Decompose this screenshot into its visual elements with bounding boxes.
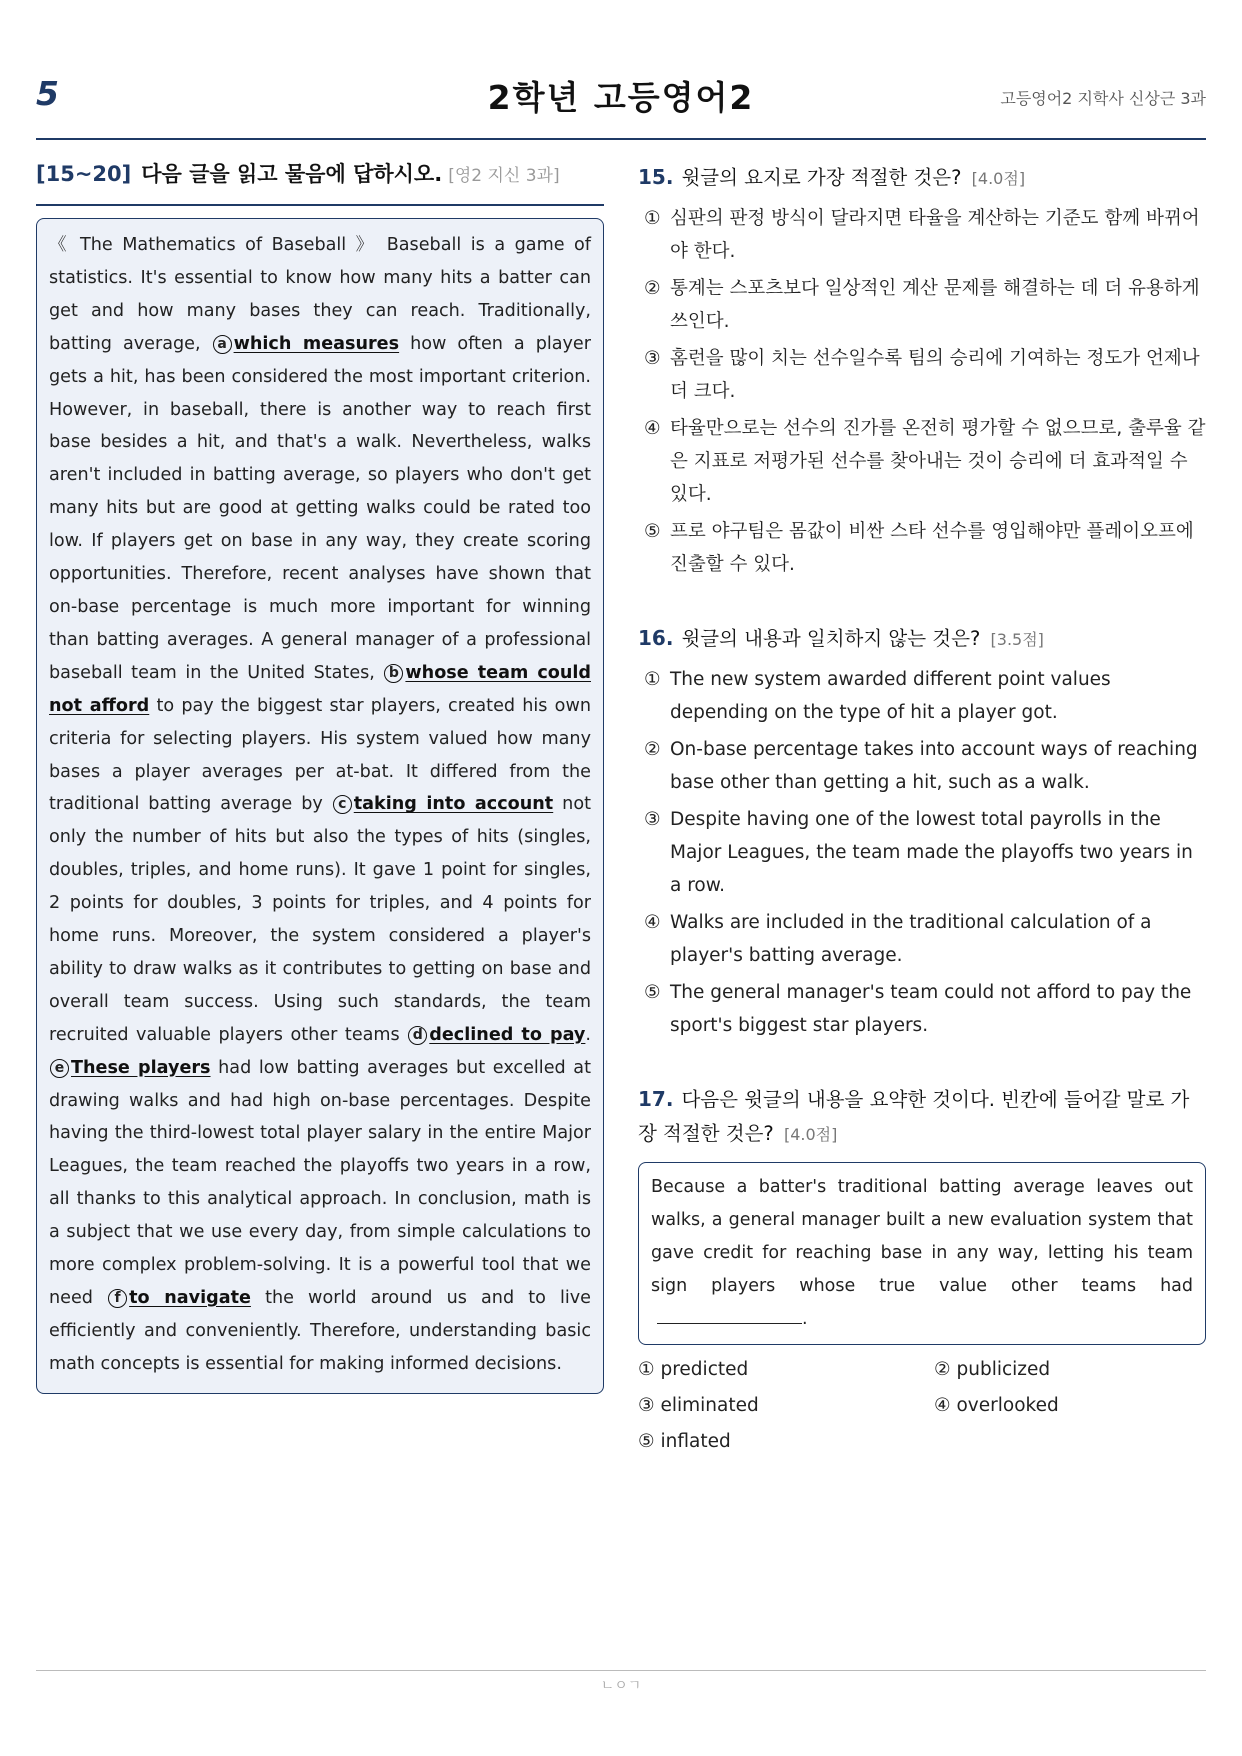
underlined-phrase-f: to navigate — [129, 1288, 251, 1308]
circled-mark-e: e — [50, 1059, 69, 1078]
option-number: ③ — [644, 348, 661, 369]
page-title: 2학년 고등영어2 — [487, 78, 755, 117]
option-text: Despite having one of the lowest total payrolls in the Major Leagues, the team made the playoffs two years in a row. — [670, 809, 1193, 896]
option-number: ② — [934, 1359, 951, 1380]
circled-mark-a: a — [213, 335, 232, 354]
option-number: ② — [644, 739, 661, 760]
option-number: ③ — [638, 1395, 655, 1416]
underlined-phrase-a: which measures — [233, 333, 400, 354]
option-text: inflated — [660, 1431, 731, 1452]
option-text: eliminated — [660, 1395, 759, 1416]
summary-text: Because a batter's traditional batting average leaves out walks, a general manager built a new evaluation system that gave credit for reaching base in any way, letting his team sign players whose true value other teams had — [651, 1177, 1193, 1296]
passage-text: not only the number of hits but also the types of hits (singles, doubles, triples, and home runs). It gave 1 point for singles, 2 points for doubles, 3 points for triples, and 4 points for home runs. Moreover, the system considered a player's ability to draw walks as it contributes to getting on base and overall team success. Using such standards, the team recruited valuable players other teams — [49, 794, 591, 1045]
question-16 — [638, 621, 1206, 1042]
answer-option-5[interactable] — [638, 976, 1206, 1042]
question-points: [4.0점] — [971, 169, 1026, 188]
option-text: The new system awarded different point values depending on the type of hit a player got. — [670, 669, 1111, 723]
underlined-phrase-e: These players — [71, 1057, 211, 1078]
question-17 — [638, 1082, 1206, 1458]
answer-option-3[interactable] — [638, 1389, 934, 1422]
option-number: ④ — [644, 912, 661, 933]
answer-option-2[interactable] — [934, 1353, 1204, 1386]
question-number: 17. — [638, 1087, 674, 1111]
section-heading — [36, 158, 604, 206]
option-number: ④ — [934, 1395, 951, 1416]
passage-text: . — [585, 1024, 591, 1045]
option-number: ③ — [644, 809, 661, 830]
section-instruction: 다음 글을 읽고 물음에 답하시오. — [141, 162, 443, 186]
answer-option-5[interactable] — [638, 515, 1206, 581]
answer-option-1[interactable] — [638, 663, 1206, 729]
option-number: ⑤ — [644, 521, 661, 542]
reading-passage — [36, 218, 604, 1394]
option-number: ① — [644, 669, 661, 690]
summary-end: . — [802, 1309, 808, 1329]
option-text: 타율만으로는 선수의 진가를 온전히 평가할 수 없으므로, 출루율 같은 지표로 저평가된 선수를 찾아내는 것이 승리에 더 효과적일 수 있다. — [670, 418, 1206, 505]
question-number: 16. — [638, 626, 674, 650]
option-number: ① — [638, 1359, 655, 1380]
summary-box — [638, 1162, 1206, 1345]
circled-mark-d: d — [408, 1026, 427, 1045]
answer-option-2[interactable] — [638, 733, 1206, 799]
option-text: On-base percentage takes into account ways of reaching base other than getting a hit, such as a walk. — [670, 739, 1198, 793]
page-subtitle: 고등영어2 지학사 신상근 3과 — [1000, 89, 1206, 108]
underlined-phrase-b: whose team could not afford — [49, 662, 591, 716]
passage-text: how often a player gets a hit, has been considered the most important criterion. However, in baseball, there is another way to reach first base besides a hit, and that's a walk. Nevertheless, walks aren't included in batting average, so players who don't get many hits but are good at getting walks could be rated too low. If players get on base in any way, they create scoring opportunities. Therefore, recent analyses have shown that on-base percentage is much more important for winning than batting averages. A general manager of a professional baseball team in the United States, — [49, 333, 591, 683]
answer-option-1[interactable] — [638, 202, 1206, 268]
question-points: [3.5점] — [990, 630, 1044, 649]
answer-option-4[interactable] — [638, 906, 1206, 972]
answer-option-3[interactable] — [638, 803, 1206, 902]
page-header — [36, 60, 1206, 140]
answer-option-5[interactable] — [638, 1425, 934, 1458]
circled-mark-b: b — [384, 664, 403, 683]
underlined-phrase-c: taking into account — [353, 794, 554, 815]
question-number: 15. — [638, 165, 674, 189]
option-text: publicized — [956, 1359, 1051, 1380]
option-number: ⑤ — [638, 1431, 655, 1452]
answer-blank — [657, 1303, 802, 1324]
question-points: [4.0점] — [783, 1125, 838, 1144]
answer-option-1[interactable] — [638, 1353, 934, 1386]
circled-mark-f: f — [108, 1289, 127, 1308]
answer-option-2[interactable] — [638, 272, 1206, 338]
section-source: [영2 지신 3과] — [448, 166, 560, 186]
question-text: 윗글의 요지로 가장 적절한 것은? — [681, 166, 962, 189]
option-text: 통계는 스포츠보다 일상적인 계산 문제를 해결하는 데 더 유용하게 쓰인다. — [670, 278, 1200, 332]
passage-text: had low batting averages but excelled at drawing walks and had high on-base percentages. Despite having the third-lowest total player salary in the entire Major Leagues, the team reached the playoffs two years in a row, all thanks to this analytical approach. In conclusion, math is a subject that we use every day, from simple calculations to more complex problem-solving. It is a powerful tool that we need — [49, 1057, 591, 1308]
underlined-phrase-d: declined to pay — [429, 1024, 586, 1045]
answer-option-4[interactable] — [934, 1389, 1204, 1422]
passage-text: 《 The Mathematics of Baseball 》 Baseball is a game of statistics. It's essential to know how many hits a batter can get and how many bases they can reach. Traditionally, batting average, — [49, 235, 591, 354]
option-number: ② — [644, 278, 661, 299]
question-text: 윗글의 내용과 일치하지 않는 것은? — [681, 627, 981, 650]
question-range: [15~20] — [36, 162, 132, 186]
option-text: The general manager's team could not afford to pay the sport's biggest star players. — [670, 982, 1192, 1036]
option-text: 심판의 판정 방식이 달라지면 타율을 계산하는 기준도 함께 바뀌어야 한다. — [670, 208, 1200, 262]
option-number: ① — [644, 208, 661, 229]
question-stem — [638, 1082, 1206, 1152]
passage-text: to pay the biggest star players, created his own criteria for selecting players. His system valued how many bases a player averages per at-bat. It differed from the traditional batting average by — [49, 695, 591, 815]
page-number: 5 — [36, 74, 59, 113]
question-stem — [638, 160, 1206, 196]
option-text: overlooked — [956, 1395, 1059, 1416]
answer-options — [638, 202, 1206, 581]
option-text: 프로 야구팀은 몸값이 비싼 스타 선수를 영입해야만 플레이오프에 진출할 수 있다. — [670, 521, 1194, 575]
answer-option-4[interactable] — [638, 412, 1206, 511]
answer-options — [638, 663, 1206, 1042]
right-column — [638, 160, 1206, 1498]
circled-mark-c: c — [333, 795, 352, 814]
question-15 — [638, 160, 1206, 581]
option-text: predicted — [660, 1359, 749, 1380]
answer-option-3[interactable] — [638, 342, 1206, 408]
left-column — [36, 158, 604, 1394]
option-number: ④ — [644, 418, 661, 439]
question-stem — [638, 621, 1206, 657]
footer-text: ㄴㅇㄱ — [600, 1678, 642, 1694]
option-number: ⑤ — [644, 982, 661, 1003]
answer-options — [638, 1353, 1206, 1458]
option-text: Walks are included in the traditional calculation of a player's batting average. — [670, 912, 1152, 966]
passage-text: the world around us and to live efficiently and conveniently. Therefore, understanding basic math concepts is essential for making informed decisions. — [49, 1288, 592, 1374]
page-footer — [36, 1670, 1206, 1695]
option-text: 홈런을 많이 치는 선수일수록 팀의 승리에 기여하는 정도가 언제나 더 크다. — [670, 348, 1200, 402]
question-text: 다음은 윗글의 내용을 요약한 것이다. 빈칸에 들어갈 말로 가장 적절한 것은? — [638, 1088, 1190, 1145]
